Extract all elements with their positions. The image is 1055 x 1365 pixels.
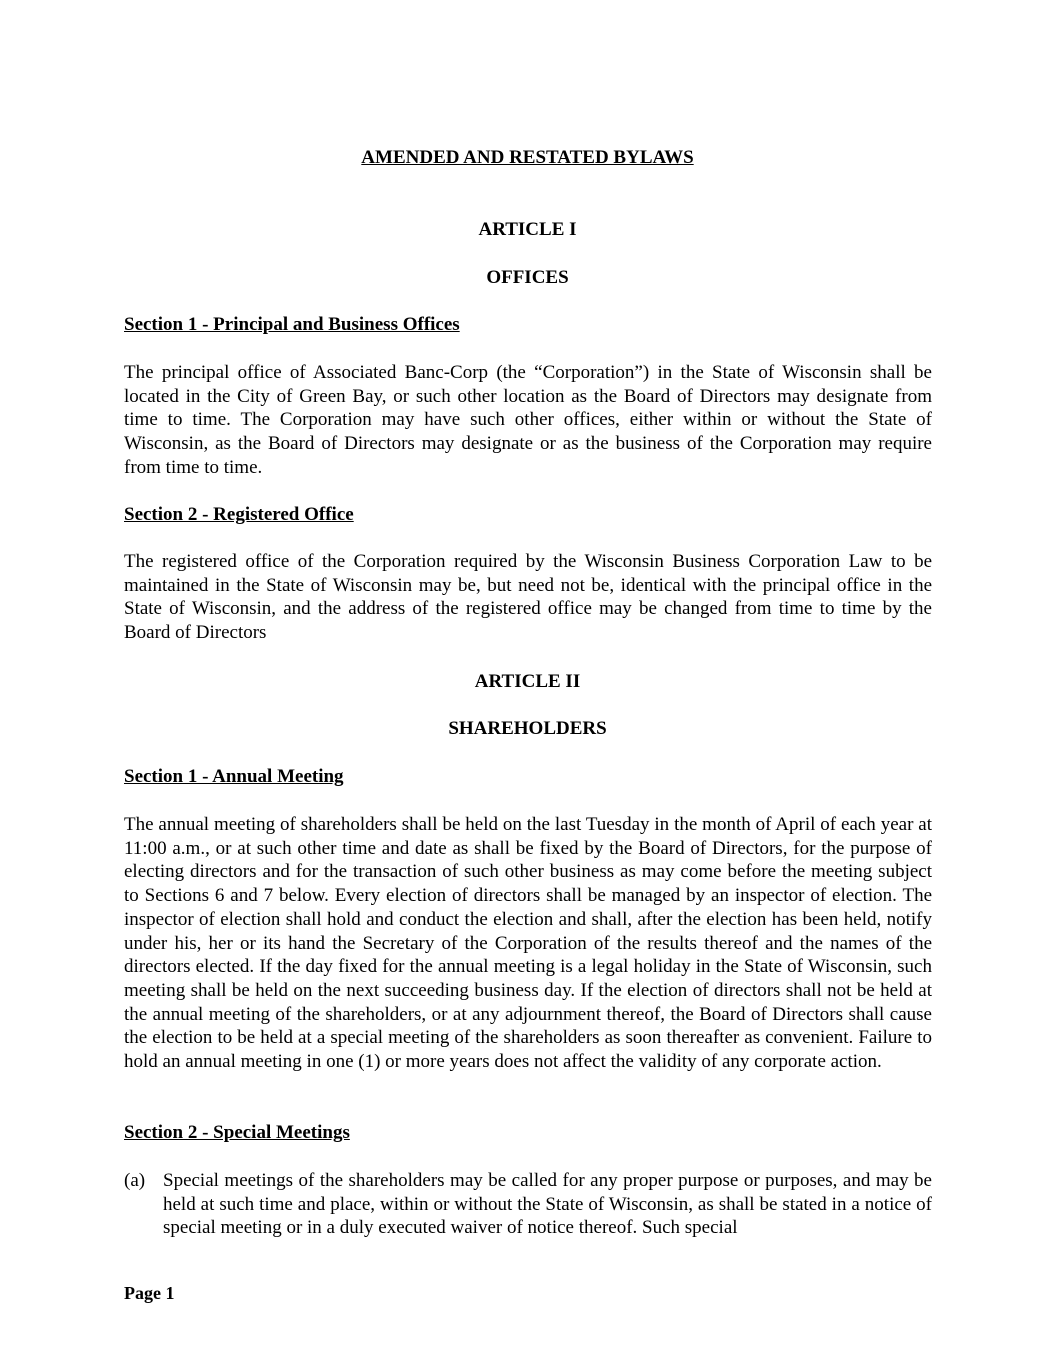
page-number: Page 1 [124, 1283, 175, 1303]
article-1-section-2-text: The registered office of the Corporation required by the Wisconsin Business Corporation Law to be maintained in the State of Wisconsin may be, but need not be, identical with the principal office in the State of Wisconsin, and the address of the registered office may be changed from time to time by the Board of Directors [124, 551, 932, 644]
article-2-name: SHAREHOLDERS [448, 718, 607, 739]
article-1-name: OFFICES [486, 267, 569, 288]
article-2-section-2-heading: Section 2 - Special Meetings [124, 1122, 350, 1143]
list-item-a [124, 1169, 932, 1240]
article-1-section-1-heading: Section 1 - Principal and Business Offices [124, 314, 460, 335]
list-item-a-text: Special meetings of the shareholders may be called for any proper purpose or purposes, and may be held at such time and place, within or without the State of Wisconsin, as shall be stated in a notice of special meeting or in a duly executed waiver of notice thereof. Such special [163, 1170, 932, 1239]
article-1-section-1-text: The principal office of Associated Banc-Corp (the “Corporation”) in the State of Wisconsin shall be located in the City of Green Bay, or such other location as the Board of Directors may designate from time to time. The Corporation may have such other offices, either within or without the State of Wisconsin, as the Board of Directors may designate or as the business of the Corporation may require from time to time. [124, 362, 932, 478]
article-2-section-1-heading: Section 1 - Annual Meeting [124, 766, 344, 787]
article-1-number: ARTICLE I [478, 219, 577, 240]
document-title: AMENDED AND RESTATED BYLAWS [361, 147, 694, 168]
list-item-a-marker: (a) [124, 1170, 146, 1191]
article-2-section-1-text: The annual meeting of shareholders shall be held on the last Tuesday in the month of April of each year at 11:00 a.m., or at such other time and date as shall be fixed by the Board of Directors, for the purpose of electing directors and for the transaction of such other business as may come before the meeting subject to Sections 6 and 7 below. Every election of directors shall be managed by an inspector of election. The inspector of election shall hold and conduct the election and shall, after the election has been held, notify under his, her or its hand the Secretary of the Corporation of the results thereof and the names of the directors elected. If the day fixed for the annual meeting is a legal holiday in the State of Wisconsin, such meeting shall be held on the next succeeding business day. If the election of directors shall not be held at the annual meeting of the shareholders, or at any adjournment thereof, the Board of Directors shall cause the election to be held at a special meeting of the shareholders as soon thereafter as convenient. Failure to hold an annual meeting in one (1) or more years does not affect the validity of any corporate action. [124, 814, 932, 1073]
article-2-number: ARTICLE II [474, 671, 581, 692]
article-1-section-2-heading: Section 2 - Registered Office [124, 504, 354, 525]
